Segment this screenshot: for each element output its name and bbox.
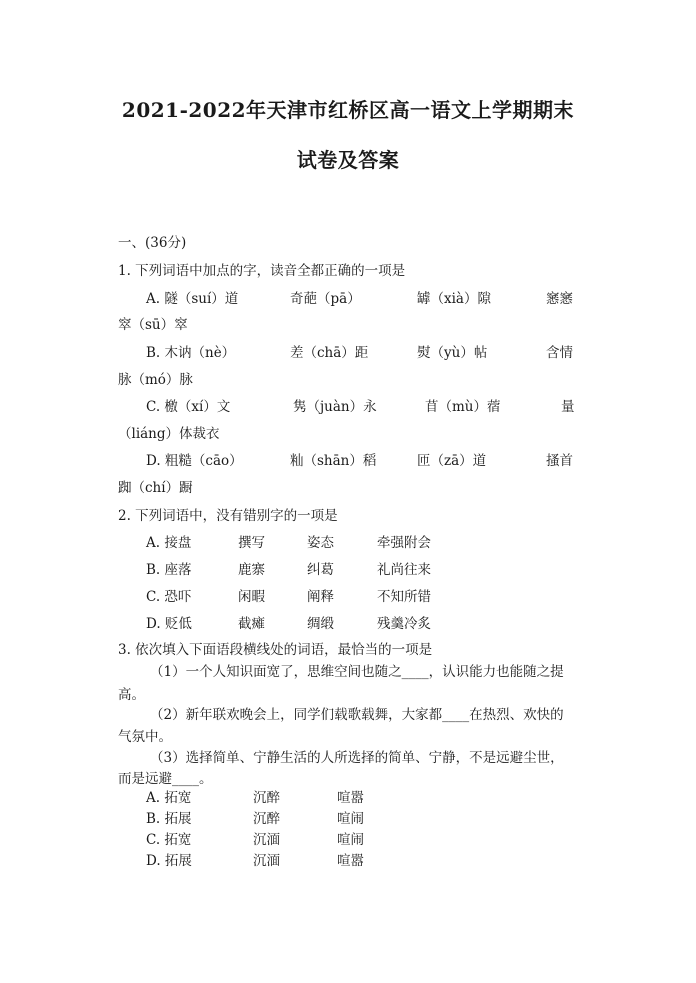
q3-sentence-3: （3）选择简单、宁静生活的人所选择的简单、宁静，不是远避尘世， [150,750,564,766]
q3-c-item-3: 喧闹 [337,832,364,848]
q1-d-item-1: D. 粗糙（cāo） [146,453,243,469]
q1-d-item-2: 籼（shān）稻 [290,453,377,469]
q2-c-item-1: C. 恐吓 [146,589,192,605]
q3-b-item-1: B. 拓展 [146,811,192,827]
q1-b-continuation: 脉（mó）脉 [118,372,193,388]
q3-b-item-3: 喧闹 [337,811,364,827]
q2-c-item-4: 不知所错 [377,589,431,605]
q1-d-continuation: 踟（chí）蹰 [118,480,193,496]
q2-b-item-1: B. 座落 [146,562,192,578]
q2-b-item-2: 鹿寨 [238,562,265,578]
q1-a-item-4: 窸窸 [546,291,573,307]
q3-sentence-2-cont: 气氛中。 [118,729,172,745]
q1-b-item-3: 熨（yù）帖 [417,345,488,361]
q3-sentence-3-cont: 而是远避____。 [118,771,213,787]
document-title-line-1: 2021-2022年天津市红桥区高一语文上学期期末 [121,98,575,122]
q2-d-item-2: 截瘫 [238,616,265,632]
q1-a-item-2: 奇葩（pā） [290,291,361,307]
q2-d-item-4: 残羹冷炙 [377,616,431,632]
q1-a-item-1: A. 隧（suí）道 [146,291,239,307]
q3-sentence-2: （2）新年联欢晚会上，同学们载歌载舞，大家都____在热烈、欢快的 [150,707,564,723]
document-title-line-2: 试卷及答案 [296,148,400,172]
q2-b-item-4: 礼尚往来 [377,562,431,578]
section-heading: 一、(36分) [118,235,187,251]
q2-a-item-1: A. 接盘 [146,535,192,551]
q3-d-item-2: 沉湎 [253,853,280,869]
q3-a-item-1: A. 拓宽 [146,790,192,806]
q1-c-item-2: 隽（juàn）永 [293,399,377,415]
q1-stem: 1. 下列词语中加点的字，读音全都正确的一项是 [118,263,406,279]
q3-d-item-3: 喧嚣 [337,853,364,869]
q1-b-item-2: 差（chā）距 [290,345,369,361]
q1-c-item-3: 苜（mù）蓿 [425,399,501,415]
q2-b-item-3: 纠葛 [307,562,334,578]
q1-d-item-4: 搔首 [546,453,573,469]
q2-c-item-2: 闲暇 [238,589,265,605]
q2-d-item-1: D. 贬低 [146,616,192,632]
q3-sentence-1: （1）一个人知识面宽了，思维空间也随之____，认识能力也能随之提 [150,664,564,680]
q3-sentence-1-cont: 高。 [118,687,145,703]
q3-a-item-2: 沉醉 [253,790,280,806]
q3-stem: 3. 依次填入下面语段横线处的词语，最恰当的一项是 [118,642,433,658]
q1-a-item-3: 罅（xià）隙 [417,291,491,307]
q2-a-item-2: 撰写 [238,535,265,551]
q1-a-continuation: 窣（sū）窣 [118,317,188,333]
q1-b-item-1: B. 木讷（nè） [146,345,236,361]
q3-c-item-2: 沉湎 [253,832,280,848]
q1-c-item-4: 量 [561,399,575,415]
q3-b-item-2: 沉醉 [253,811,280,827]
q3-c-item-1: C. 拓宽 [146,832,192,848]
q1-c-item-1: C. 檄（xí）文 [146,399,231,415]
q2-a-item-4: 牵强附会 [377,535,431,551]
q2-c-item-3: 阐释 [307,589,334,605]
q2-a-item-3: 姿态 [307,535,334,551]
q1-d-item-3: 匝（zā）道 [417,453,487,469]
q3-d-item-1: D. 拓展 [146,853,192,869]
q2-d-item-3: 绸缎 [307,616,334,632]
q2-stem: 2. 下列词语中，没有错别字的一项是 [118,508,338,524]
q1-b-item-4: 含情 [546,345,573,361]
q1-c-continuation: （liáng）体裁衣 [118,426,220,442]
q3-a-item-3: 喧嚣 [337,790,364,806]
